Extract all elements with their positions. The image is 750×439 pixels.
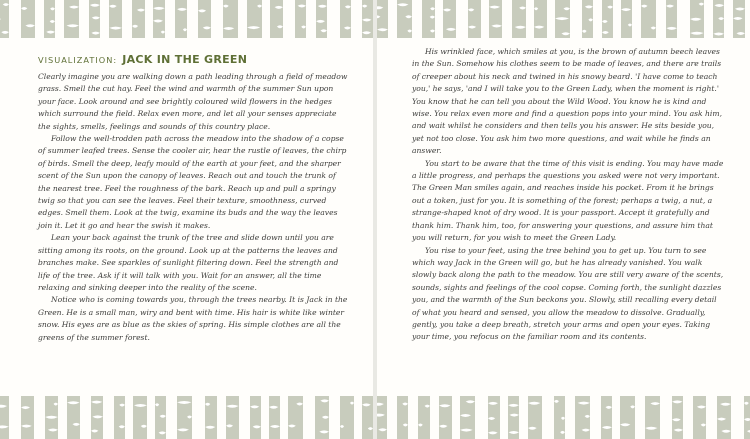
birch-border-bottom-right <box>377 396 750 439</box>
paragraph: Clearly imagine you are walking down a path leading through a field of meadow grass. Smell the cut hay. Feel the wind and warmth of the summer Sun upon your face. Look around and see brightly coloured wild flowers in the hedges which surround the field. Relax even more, and let all your senses appreciate the sights, smells, feelings and sounds of this country place. <box>38 72 348 131</box>
left-page <box>0 0 373 439</box>
paragraph: Lean your back against the trunk of the tree and slide down until you are sitting among its roots, on the ground. Look up at the patterns the leaves and branches make. See sparkles of sunlight filtering down. Feel the strength and life of the tree. Ask if it will talk with you. Wait for an answer, all the time relaxing and sinking deeper into the reality of the scene. <box>38 233 339 292</box>
paragraph: Follow the well-trodden path across the meadow into the shadow of a copse of summer leafed trees. Sense the cooler air, hear the rustle of leaves, the chirp of birds. Smell the deep, leafy mould of the earth at your feet, and the sharper scent of the Sun upon the canopy of leaves. Reach out and touch the trunk of the nearest tree. Feel the roughness of the bark. Reach up and pull a springy twig so that you can see the leaves. Feel their texture, smoothness, curved edges. Smell them. Look at the twig, examine its buds and the way the leaves join it. Let it go and hear the swish it makes. <box>38 134 347 230</box>
paragraph: His wrinkled face, which smiles at you, is the brown of autumn beech leaves in the Sun. Somehow his clothes seem to be made of leaves, and there are trails of creeper about his neck and twined in his snowy beard. 'I have come to teach you,' he says, 'and I will take you to the Green Lady, when the moment is right.' You know that he can tell you about the Wild Wood. You know he is kind and wise. You relax even more and find a question pops into your mind. You ask him, and wait whilst he considers and then tells you his answer. He sits beside you, yet not too close. You ask him two more questions, and wait while he finds an answer. <box>412 47 722 156</box>
paragraph: You start to be aware that the time of this visit is ending. You may have made a little progress, and perhaps the questions you asked were not very important. The Green Man smiles again, and reaches inside his pocket. From it he brings out a token, just for you. It is something of the forest; perhaps a twig, a nut, a strange-shaped knot of dry wood. It is your passport. Accept it gratefully and thank him. Thank him, too, for answering your questions, and assure him that you will return, for you wish to meet the Green Lady. <box>412 158 724 243</box>
birch-border-top-left <box>0 0 373 38</box>
birch-border-top-right <box>377 0 750 38</box>
left-page-text <box>38 46 348 344</box>
right-page <box>377 0 750 439</box>
paragraph: You rise to your feet, using the tree behind you to get up. You turn to see which way Jack in the Green will go, but he has already vanished. You walk slowly back along the path to the meadow. You are still very aware of the scents, sounds, sights and feelings of the cool copse. Coming forth, the sunlight dazzles you, and the warmth of the Sun beckons you. Slowly, still recalling every detail of what you heard and sensed, you allow the meadow to dissolve. Gradually, gently, you take a deep breath, stretch your arms and open your eyes. Taking your time, you refocus on the familiar room and its contents. <box>412 245 724 342</box>
birch-border-bottom-left <box>0 396 373 439</box>
heading-kicker: VISUALIZATION: <box>38 55 118 65</box>
right-page-text <box>412 46 724 344</box>
visualization-heading <box>38 50 348 68</box>
heading-title: JACK IN THE GREEN <box>122 53 248 66</box>
paragraph: Notice who is coming towards you, through the trees nearby. It is Jack in the Green. He is a small man, wiry and bent with time. His hair is white like winter snow. His eyes are as blue as the skies of spring. His simple clothes are all the greens of the summer forest. <box>38 295 348 342</box>
